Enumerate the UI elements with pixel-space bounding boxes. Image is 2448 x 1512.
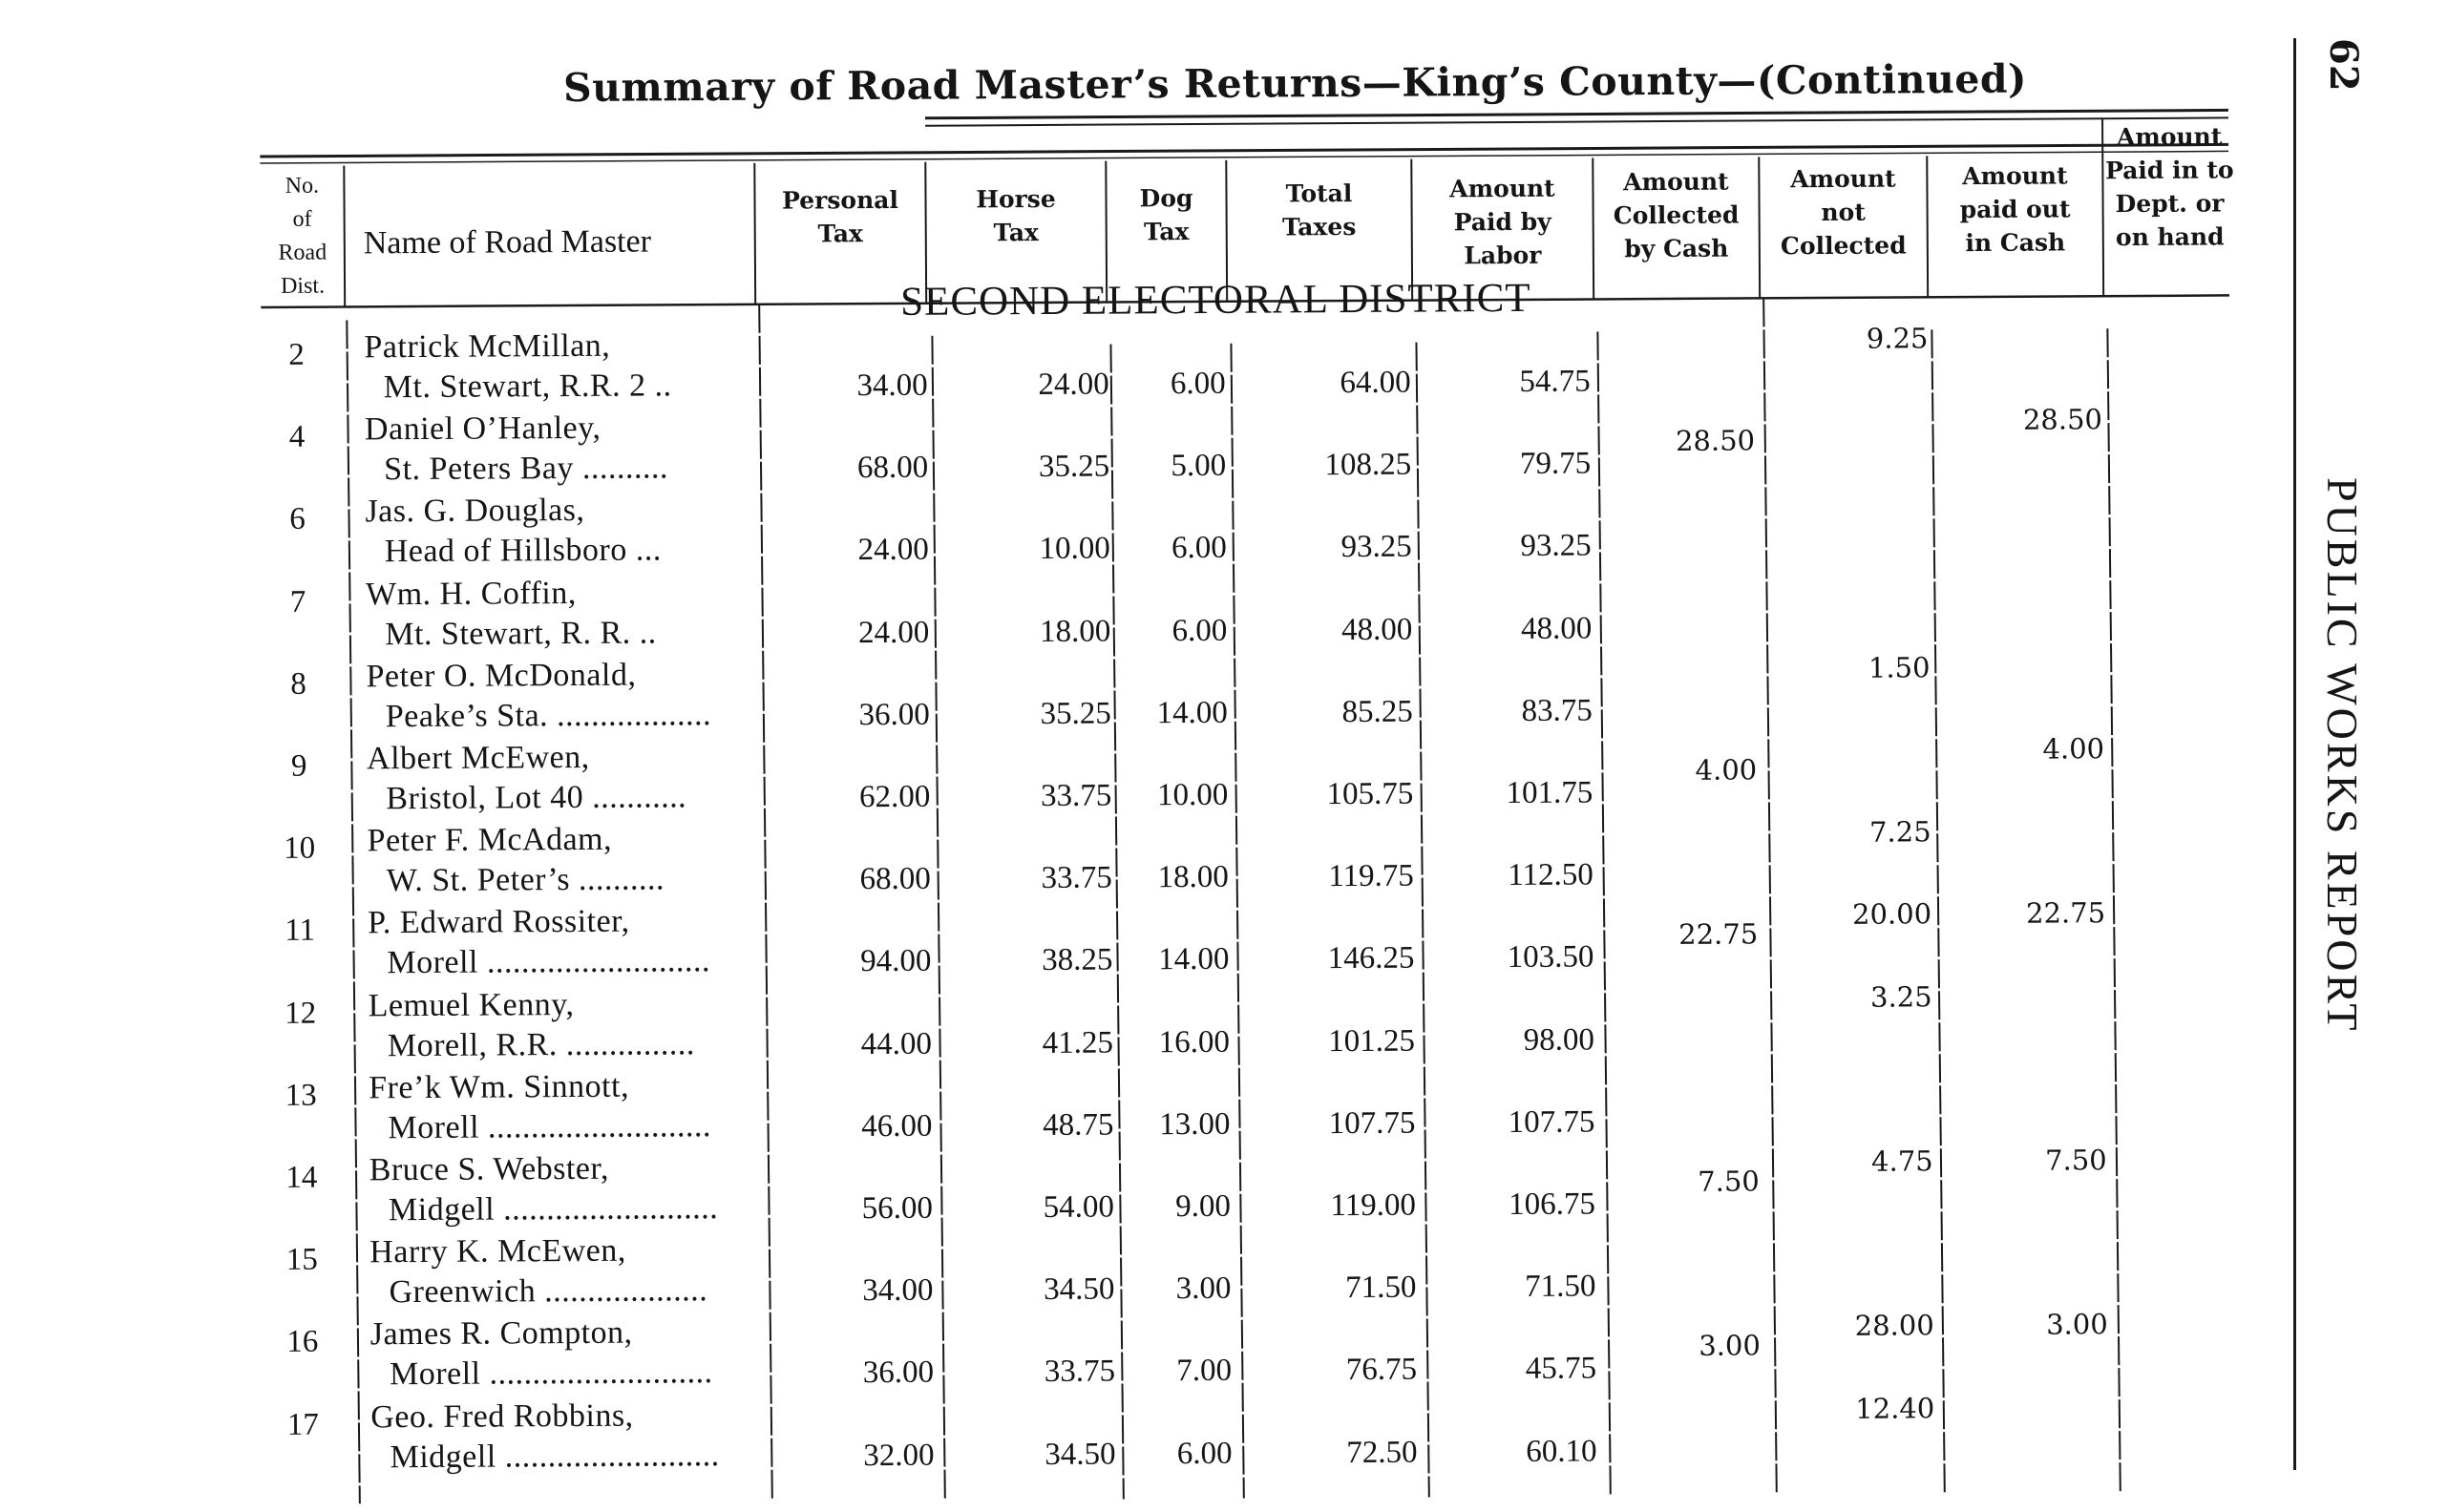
dist-number: 12 xyxy=(285,996,317,1031)
horse-tax-value: 33.75 xyxy=(1044,1354,1116,1390)
margin-rule xyxy=(2293,38,2296,1470)
collected-by-cash-value: 22.75 xyxy=(1678,917,1759,952)
paid-to-dept-value xyxy=(2116,1348,2230,1349)
paid-out-cash-value: 22.75 xyxy=(2025,896,2106,931)
paid-out-cash-value: 28.50 xyxy=(2022,403,2103,436)
collected-by-cash-value: 3.00 xyxy=(1699,1329,1761,1363)
header-collected-by-cash: Amount Collected by Cash xyxy=(1613,167,1740,263)
paid-by-labor-value: 98.00 xyxy=(1523,1022,1595,1058)
total-taxes-value: 72.50 xyxy=(1346,1435,1418,1470)
total-taxes-value: 107.75 xyxy=(1328,1105,1416,1141)
road-master-name: Albert McEwen, xyxy=(366,739,590,777)
paid-by-labor-value: 45.75 xyxy=(1525,1351,1597,1387)
table-row xyxy=(262,485,2230,579)
paid-out-cash-value xyxy=(1934,486,2102,487)
road-master-name: Lemuel Kenny, xyxy=(368,986,575,1023)
header-dist-no: No. of Road Dist. xyxy=(278,173,327,299)
dog-tax-value: 7.00 xyxy=(1176,1354,1233,1389)
dog-tax-value: 14.00 xyxy=(1156,695,1228,731)
paid-by-labor-value: 79.75 xyxy=(1519,446,1592,482)
not-collected-value: 1.50 xyxy=(1868,651,1931,684)
road-master-name: Daniel O’Hanley, xyxy=(364,410,601,448)
dist-number: 16 xyxy=(286,1325,319,1360)
road-master-address: W. St. Peter’s .......... xyxy=(386,861,665,899)
header-paid-by-labor: Amount Paid by Labor xyxy=(1449,174,1555,270)
total-taxes-value: 76.75 xyxy=(1345,1353,1418,1388)
horse-tax-value: 38.25 xyxy=(1042,942,1113,978)
dist-number: 10 xyxy=(284,830,316,867)
paid-by-labor-value: 112.50 xyxy=(1508,857,1593,893)
not-collected-value: 4.75 xyxy=(1871,1144,1933,1178)
paid-to-dept-value xyxy=(2114,1018,2228,1019)
dog-tax-value: 6.00 xyxy=(1176,1436,1233,1471)
table-row xyxy=(267,1308,2236,1402)
road-master-name: James R. Compton, xyxy=(369,1315,633,1353)
collected-by-cash-value: 4.00 xyxy=(1695,753,1758,787)
dog-tax-value: 13.00 xyxy=(1159,1106,1231,1143)
dist-number: 7 xyxy=(289,584,306,620)
header-dog-tax: Dog Tax xyxy=(1139,184,1193,246)
paid-to-dept-value xyxy=(2112,771,2226,772)
paid-out-cash-value: 4.00 xyxy=(2042,732,2105,766)
paid-by-labor-value: 103.50 xyxy=(1507,939,1594,976)
road-master-name: P. Edward Rossiter, xyxy=(368,904,630,941)
collected-by-cash-value xyxy=(1599,589,1756,590)
total-taxes-value: 64.00 xyxy=(1340,365,1411,401)
paid-out-cash-value xyxy=(1940,1391,2108,1392)
dog-tax-value: 10.00 xyxy=(1156,777,1229,813)
table-row xyxy=(266,1143,2235,1237)
personal-tax-value: 44.00 xyxy=(860,1026,933,1061)
paid-to-dept-value xyxy=(2115,1266,2229,1267)
header-not-collected: Amount not Collected xyxy=(1780,164,1907,261)
road-master-name: Wm. H. Coffin, xyxy=(365,575,577,612)
dog-tax-value: 3.00 xyxy=(1175,1270,1232,1307)
paid-to-dept-value xyxy=(2112,689,2226,690)
personal-tax-value: 68.00 xyxy=(859,861,931,897)
header-horse-tax: Horse Tax xyxy=(976,184,1056,247)
road-master-address: St. Peters Bay .......... xyxy=(384,450,669,488)
paid-by-labor-value: 48.00 xyxy=(1520,611,1593,646)
dog-tax-value: 9.00 xyxy=(1175,1188,1232,1225)
paid-to-dept-value xyxy=(2111,525,2226,526)
total-taxes-value: 71.50 xyxy=(1345,1270,1417,1306)
table-row xyxy=(263,649,2231,744)
horse-tax-value: 24.00 xyxy=(1038,367,1109,403)
collected-by-cash-value xyxy=(1597,342,1754,343)
personal-tax-value: 34.00 xyxy=(856,368,928,404)
dist-number: 9 xyxy=(290,748,307,784)
page-number: 62 xyxy=(2321,38,2366,92)
total-taxes-value: 119.00 xyxy=(1330,1187,1417,1224)
dog-tax-value: 6.00 xyxy=(1171,613,1228,648)
road-master-address: Mt. Stewart, R. R. .. xyxy=(385,615,657,652)
personal-tax-value: 68.00 xyxy=(856,450,929,486)
road-master-name: Jas. G. Douglas, xyxy=(365,493,585,530)
not-collected-value xyxy=(1768,733,1931,734)
collected-by-cash-value xyxy=(1603,1248,1760,1249)
table-row xyxy=(267,1390,2236,1484)
paid-out-cash-value: 7.50 xyxy=(2045,1144,2107,1177)
total-taxes-value: 48.00 xyxy=(1340,612,1413,647)
road-master-address: Bristol, Lot 40 ........... xyxy=(386,779,687,817)
paid-out-cash-value xyxy=(1939,1226,2107,1227)
paid-to-dept-value xyxy=(2116,1430,2230,1431)
paid-to-dept-value xyxy=(2113,854,2227,855)
paid-out-cash-value xyxy=(1938,1061,2106,1062)
road-master-address: Peake’s Sta. .................. xyxy=(385,696,712,735)
dist-number: 8 xyxy=(290,666,306,702)
personal-tax-value: 36.00 xyxy=(862,1355,935,1391)
paid-to-dept-value xyxy=(2110,443,2225,444)
horse-tax-value: 10.00 xyxy=(1039,531,1110,567)
paid-by-labor-value: 101.75 xyxy=(1506,775,1593,811)
dist-number: 11 xyxy=(285,914,316,949)
personal-tax-value: 94.00 xyxy=(860,944,932,979)
dog-tax-value: 6.00 xyxy=(1170,366,1226,402)
road-master-address: Morell .......................... xyxy=(389,1354,713,1393)
paid-by-labor-value: 71.50 xyxy=(1525,1269,1596,1305)
collected-by-cash-value xyxy=(1604,1412,1761,1413)
table-row xyxy=(262,403,2230,497)
paid-to-dept-value xyxy=(2113,936,2227,937)
table-row xyxy=(264,896,2233,991)
not-collected-value: 7.25 xyxy=(1868,815,1931,849)
collected-by-cash-value xyxy=(1602,1082,1759,1083)
horse-tax-value: 35.25 xyxy=(1038,449,1110,485)
table-row xyxy=(265,978,2234,1073)
dog-tax-value: 5.00 xyxy=(1171,449,1227,484)
horse-tax-value: 33.75 xyxy=(1041,860,1112,896)
not-collected-value: 3.25 xyxy=(1869,979,1932,1014)
paid-to-dept-value xyxy=(2111,607,2226,608)
paid-out-cash-value: 3.00 xyxy=(2046,1308,2108,1341)
header-name: Name of Road Master xyxy=(363,223,652,262)
dist-number: 14 xyxy=(285,1160,318,1195)
personal-tax-value: 36.00 xyxy=(858,697,930,732)
personal-tax-value: 24.00 xyxy=(857,615,930,650)
paid-by-labor-value: 106.75 xyxy=(1509,1186,1596,1223)
not-collected-value: 28.00 xyxy=(1854,1309,1934,1343)
road-master-address: Greenwich ................... xyxy=(389,1272,708,1311)
header-paid-to-dept: Amount Paid in to Dept. or on hand xyxy=(2104,122,2234,252)
dog-tax-value: 18.00 xyxy=(1157,860,1229,895)
paid-to-dept-value xyxy=(2114,1101,2228,1102)
paid-by-labor-value: 60.10 xyxy=(1526,1434,1597,1469)
horse-tax-value: 48.75 xyxy=(1043,1107,1114,1143)
road-master-address: Mt. Stewart, R.R. 2 .. xyxy=(383,368,672,406)
not-collected-value xyxy=(1770,1062,1932,1063)
collected-by-cash-value xyxy=(1602,1000,1759,1001)
page-title: Summary of Road Master’s Returns—King’s County—(Continued) xyxy=(562,55,2028,111)
personal-tax-value: 56.00 xyxy=(861,1190,934,1227)
road-master-name: Peter O. McDonald, xyxy=(366,657,637,695)
table-row xyxy=(266,1226,2235,1320)
dist-number: 15 xyxy=(285,1242,318,1278)
paid-by-labor-value: 83.75 xyxy=(1521,693,1593,728)
total-taxes-value: 85.25 xyxy=(1341,694,1413,729)
road-master-name: Peter F. McAdam, xyxy=(367,821,613,859)
collected-by-cash-value xyxy=(1601,836,1758,837)
total-taxes-value: 108.25 xyxy=(1324,447,1412,483)
road-master-name: Fre’k Wm. Sinnott, xyxy=(369,1068,630,1106)
collected-by-cash-value xyxy=(1599,507,1756,508)
personal-tax-value: 34.00 xyxy=(862,1272,934,1309)
road-master-address: Morell .......................... xyxy=(387,943,711,981)
dist-number: 4 xyxy=(288,419,306,455)
section-title: SECOND ELECTORAL DISTRICT xyxy=(900,275,1531,325)
running-header: PUBLIC WORKS REPORT xyxy=(2318,477,2367,1034)
horse-tax-value: 34.50 xyxy=(1045,1437,1116,1472)
road-master-address: Midgell ......................... xyxy=(390,1437,720,1475)
road-master-name: Patrick McMillan, xyxy=(364,327,611,366)
dog-tax-value: 14.00 xyxy=(1158,942,1230,977)
dist-number: 17 xyxy=(286,1407,319,1442)
dist-number: 13 xyxy=(285,1078,317,1113)
paid-to-dept-value xyxy=(2115,1183,2229,1184)
horse-tax-value: 34.50 xyxy=(1044,1271,1115,1308)
table-row xyxy=(261,320,2229,414)
total-taxes-value: 119.75 xyxy=(1328,858,1414,894)
not-collected-value xyxy=(1767,569,1930,570)
header-paid-out-cash: Amount paid out in Cash xyxy=(1959,161,2071,258)
dog-tax-value: 6.00 xyxy=(1171,531,1227,566)
not-collected-value: 12.40 xyxy=(1855,1391,1935,1425)
total-taxes-value: 146.25 xyxy=(1327,941,1415,976)
collected-by-cash-value xyxy=(1600,671,1757,672)
horse-tax-value: 41.25 xyxy=(1042,1025,1114,1060)
horse-tax-value: 35.25 xyxy=(1040,696,1111,731)
not-collected-value: 9.25 xyxy=(1866,322,1929,355)
road-master-address: Morell .......................... xyxy=(388,1107,712,1145)
paid-to-dept-value xyxy=(2110,360,2225,361)
road-master-table xyxy=(260,108,2237,1504)
road-master-address: Head of Hillsboro ... xyxy=(384,532,662,570)
header-total-taxes: Total Taxes xyxy=(1281,179,1357,242)
paid-out-cash-value xyxy=(1938,979,2106,980)
road-master-address: Morell, R.R. ............... xyxy=(387,1025,695,1063)
not-collected-value xyxy=(1766,405,1929,406)
table-row xyxy=(264,731,2232,826)
not-collected-value: 20.00 xyxy=(1851,897,1932,932)
paid-by-labor-value: 107.75 xyxy=(1508,1104,1595,1140)
personal-tax-value: 62.00 xyxy=(858,779,931,815)
personal-tax-value: 24.00 xyxy=(857,533,929,568)
collected-by-cash-value: 7.50 xyxy=(1698,1165,1760,1198)
personal-tax-value: 32.00 xyxy=(863,1438,935,1473)
paid-by-labor-value: 93.25 xyxy=(1520,528,1592,564)
paid-out-cash-value xyxy=(1935,650,2103,651)
total-taxes-value: 101.25 xyxy=(1328,1023,1416,1059)
road-master-address: Midgell ......................... xyxy=(388,1190,719,1228)
dist-number: 6 xyxy=(289,502,306,537)
paid-out-cash-value xyxy=(1933,321,2101,322)
table-row xyxy=(263,567,2231,662)
collected-by-cash-value: 28.50 xyxy=(1675,424,1756,458)
dist-number: 2 xyxy=(288,337,305,372)
horse-tax-value: 33.75 xyxy=(1040,778,1112,814)
table-row xyxy=(264,814,2233,909)
horse-tax-value: 18.00 xyxy=(1039,614,1111,649)
dog-tax-value: 16.00 xyxy=(1158,1024,1231,1060)
road-master-name: Bruce S. Webster, xyxy=(369,1150,610,1188)
road-master-name: Geo. Fred Robbins, xyxy=(370,1397,634,1435)
personal-tax-value: 46.00 xyxy=(861,1108,933,1144)
paid-out-cash-value xyxy=(1935,568,2103,569)
paid-out-cash-value xyxy=(1936,814,2104,815)
horse-tax-value: 54.00 xyxy=(1043,1189,1115,1226)
paid-by-labor-value: 54.75 xyxy=(1519,364,1591,399)
total-taxes-value: 93.25 xyxy=(1340,530,1412,565)
road-master-name: Harry K. McEwen, xyxy=(369,1232,626,1270)
total-taxes-value: 105.75 xyxy=(1326,776,1414,812)
table-row xyxy=(265,1060,2234,1155)
not-collected-value xyxy=(1766,487,1929,488)
header-personal-tax: Personal Tax xyxy=(782,185,899,248)
